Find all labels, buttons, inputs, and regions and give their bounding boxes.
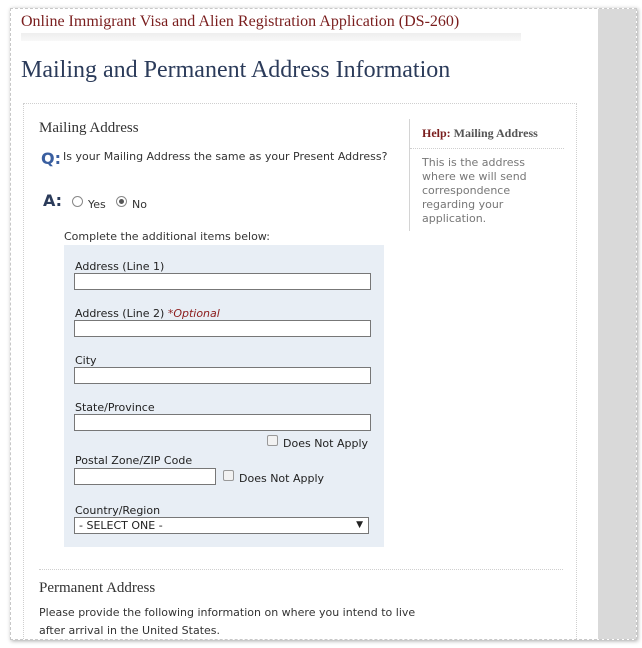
- optional-marker: *Optional: [167, 307, 220, 320]
- postal-does-not-apply-label[interactable]: Does Not Apply: [239, 472, 325, 485]
- mailing-section-title: Mailing Address: [39, 120, 139, 136]
- help-divider: [410, 148, 564, 149]
- state-does-not-apply-checkbox[interactable]: [267, 435, 278, 446]
- state-does-not-apply-label[interactable]: Does Not Apply: [283, 437, 369, 450]
- title-divider: [21, 33, 521, 41]
- question-marker: Q:: [41, 149, 61, 168]
- postal-does-not-apply-checkbox[interactable]: [223, 470, 234, 481]
- address1-input[interactable]: [74, 273, 371, 290]
- app-window: [10, 8, 637, 640]
- radio-no-label[interactable]: No: [132, 198, 147, 211]
- country-label: Country/Region: [75, 504, 161, 517]
- address1-label: Address (Line 1): [75, 260, 165, 273]
- state-input[interactable]: [74, 414, 371, 431]
- page-title: Mailing and Permanent Address Information: [21, 57, 451, 83]
- radio-yes-label[interactable]: Yes: [88, 198, 106, 211]
- help-topic: Mailing Address: [453, 126, 538, 140]
- help-box: [409, 119, 564, 231]
- app-title: Online Immigrant Visa and Alien Registration Application (DS-260): [21, 13, 460, 30]
- permanent-section-title: Permanent Address: [39, 580, 156, 596]
- country-selected-value: - SELECT ONE -: [79, 519, 163, 532]
- answer-marker: A:: [43, 191, 63, 210]
- radio-yes[interactable]: [72, 196, 83, 207]
- postal-label: Postal Zone/ZIP Code: [75, 454, 193, 467]
- city-input[interactable]: [74, 367, 371, 384]
- mailing-question: Is your Mailing Address the same as your Present Address?: [63, 150, 388, 163]
- help-text: This is the address where we will send correspondence regarding your application.: [422, 156, 527, 225]
- address2-input[interactable]: [74, 320, 371, 337]
- address2-label: [75, 307, 220, 320]
- state-label: State/Province: [75, 401, 155, 414]
- dropdown-arrow-icon: ▼: [356, 520, 363, 530]
- help-title: [422, 126, 538, 141]
- postal-input[interactable]: [74, 468, 216, 485]
- permanent-description: Please provide the following information on where you intend to live after arrival in the United States.: [39, 606, 416, 637]
- form-instructions: Complete the additional items below:: [64, 230, 270, 243]
- section-divider: [39, 569, 563, 570]
- help-prefix: Help:: [422, 126, 451, 140]
- country-select[interactable]: [74, 517, 369, 534]
- city-label: City: [75, 354, 97, 367]
- vertical-scrollbar[interactable]: [598, 9, 636, 639]
- mailing-address-form: [64, 245, 384, 547]
- address2-label-text: Address (Line 2): [75, 307, 165, 320]
- radio-no[interactable]: [116, 196, 127, 207]
